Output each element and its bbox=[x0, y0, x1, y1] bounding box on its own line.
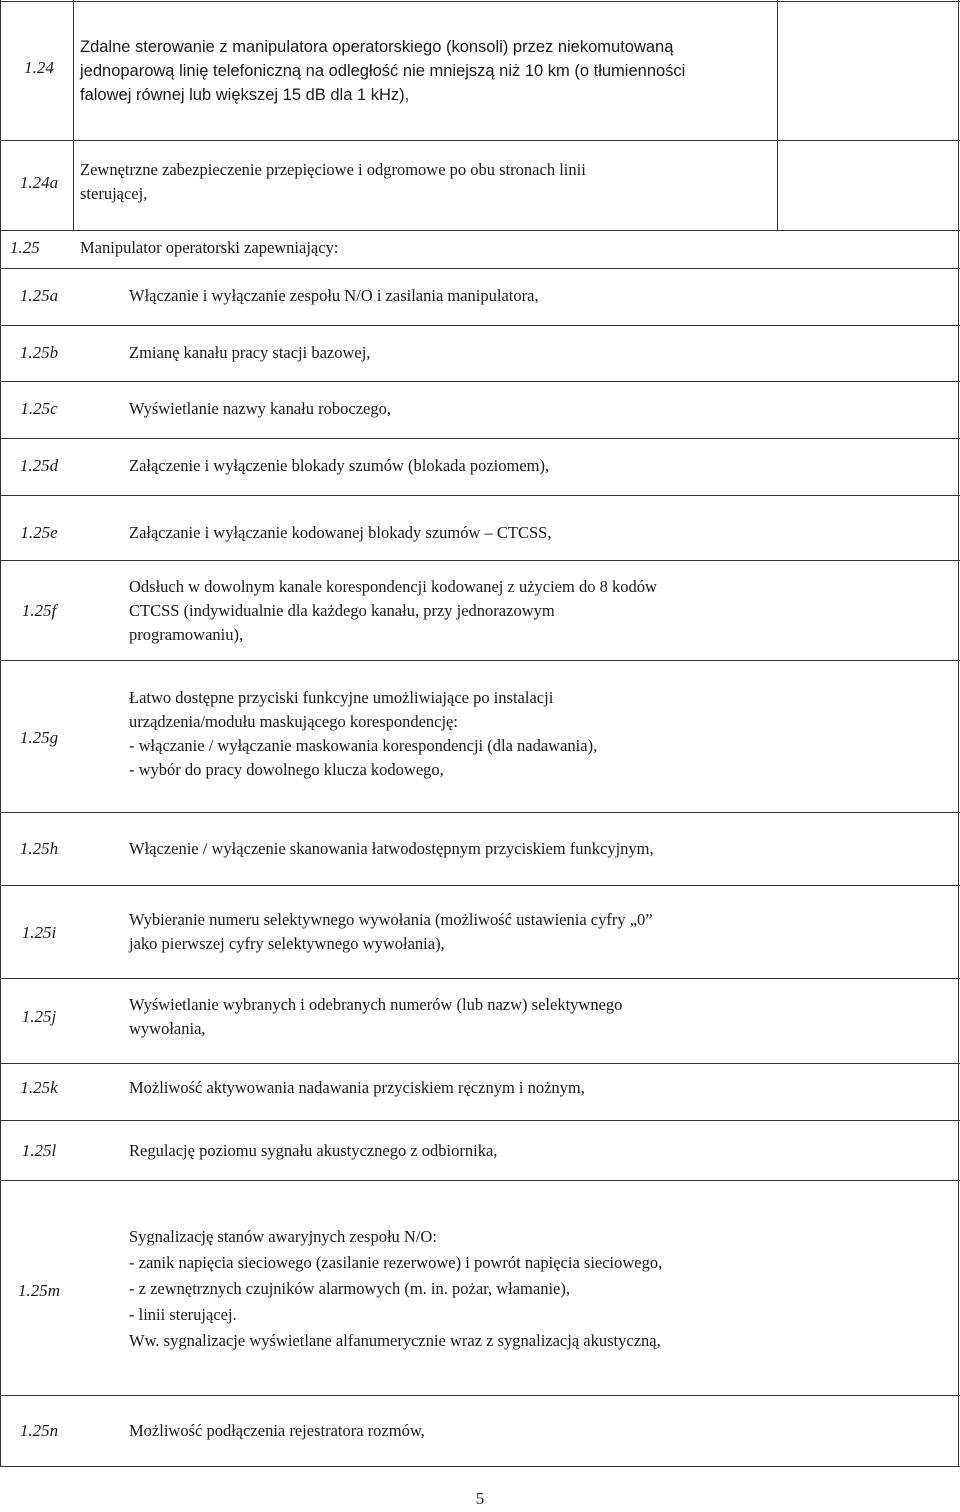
row-text: Zdalne sterowanie z manipulatora operatorskiego (konsoli) przez niekomutowaną jednoparową linię telefoniczną na odległość nie mniejszą niż 10 km (o tłumienności falowej równej lub większej 15 dB dla 1 kHz), bbox=[80, 38, 686, 104]
row-divider bbox=[0, 268, 960, 269]
row-text: Wyświetlanie wybranych i odebranych numerów (lub nazw) selektywnego wywołania, bbox=[129, 995, 623, 1038]
row-text: Manipulator operatorski zapewniający: bbox=[80, 238, 339, 257]
row-text: Możliwość aktywowania nadawania przyciskiem ręcznym i nożnym, bbox=[129, 1078, 585, 1097]
table-col-divider-right bbox=[777, 0, 778, 230]
row-number: 1.25g bbox=[19, 728, 59, 747]
row-text: Załączanie i wyłączanie kodowanej blokady szumów – CTCSS, bbox=[129, 523, 552, 542]
row-divider bbox=[0, 1180, 960, 1181]
row-divider bbox=[0, 812, 960, 813]
row-text: Wybieranie numeru selektywnego wywołania (możliwość ustawienia cyfry „0” jako pierwszej cyfry selektywnego wywołania), bbox=[129, 910, 653, 953]
row-text: Odsłuch w dowolnym kanale korespondencji kodowanej z użyciem do 8 kodów CTCSS (indywidualnie dla każdego kanału, przy jednorazowym programowaniu), bbox=[129, 577, 657, 644]
row-divider bbox=[0, 325, 960, 326]
row-number: 1.25 bbox=[10, 238, 40, 257]
row-divider bbox=[0, 1, 960, 2]
row-number: 1.24 bbox=[24, 58, 54, 77]
row-number: 1.25b bbox=[19, 343, 59, 362]
table-border-right bbox=[958, 0, 959, 1466]
row-number: 1.25a bbox=[19, 286, 59, 305]
row-number: 1.25e bbox=[20, 523, 58, 542]
row-text: Wyświetlanie nazwy kanału roboczego, bbox=[129, 399, 391, 418]
row-divider bbox=[0, 495, 960, 496]
row-divider bbox=[0, 1395, 960, 1396]
row-text: Włączenie / wyłączenie skanowania łatwodostępnym przyciskiem funkcyjnym, bbox=[129, 839, 654, 858]
row-number: 1.25l bbox=[21, 1141, 57, 1160]
row-number: 1.25m bbox=[17, 1281, 61, 1300]
table-border-left bbox=[0, 0, 1, 1466]
row-text: Regulację poziomu sygnału akustycznego z odbiornika, bbox=[129, 1141, 498, 1160]
row-number: 1.25k bbox=[20, 1078, 58, 1097]
row-text: Sygnalizację stanów awaryjnych zespołu N/O: - zanik napięcia sieciowego (zasilanie rezerwowe) i powrót napięcia sieciowego, - z zewnętrznych czujników alarmowych (m. in. pożar, włamanie), - linii sterującej. Ww. sygnalizacje wyświetlane alfanumerycznie wraz z sygnalizacją akustyczną, bbox=[129, 1227, 663, 1350]
row-divider bbox=[0, 140, 960, 141]
row-text: Załączenie i wyłączenie blokady szumów (blokada poziomem), bbox=[129, 456, 550, 475]
row-number: 1.25c bbox=[20, 399, 58, 418]
row-text: Możliwość podłączenia rejestratora rozmów, bbox=[129, 1421, 425, 1440]
row-divider bbox=[0, 1120, 960, 1121]
row-number: 1.25f bbox=[21, 601, 57, 620]
row-divider bbox=[0, 660, 960, 661]
row-divider bbox=[0, 978, 960, 979]
row-text: Włączanie i wyłączanie zespołu N/O i zasilania manipulatora, bbox=[129, 286, 539, 305]
row-divider bbox=[0, 1466, 960, 1467]
row-number: 1.25j bbox=[21, 1007, 57, 1026]
row-number: 1.24a bbox=[19, 173, 59, 192]
row-divider bbox=[0, 1063, 960, 1064]
page-number: 5 bbox=[475, 1489, 485, 1508]
row-text: Zewnętrzne zabezpieczenie przepięciowe i odgromowe po obu stronach linii sterującej, bbox=[80, 160, 586, 203]
row-divider bbox=[0, 560, 960, 561]
table-col-divider bbox=[73, 0, 74, 230]
row-divider bbox=[0, 381, 960, 382]
row-divider bbox=[0, 438, 960, 439]
row-number: 1.25i bbox=[21, 923, 57, 942]
row-number: 1.25h bbox=[19, 839, 59, 858]
row-text: Łatwo dostępne przyciski funkcyjne umożliwiające po instalacji urządzenia/modułu maskującego korespondencję: - włączanie / wyłączanie maskowania korespondencji (dla nadawania), - wybór do pracy dowolnego klucza kodowego, bbox=[129, 688, 598, 779]
row-divider bbox=[0, 885, 960, 886]
row-text: Zmianę kanału pracy stacji bazowej, bbox=[129, 343, 371, 362]
row-number: 1.25d bbox=[19, 456, 59, 475]
row-divider bbox=[0, 230, 960, 231]
row-number: 1.25n bbox=[19, 1421, 59, 1440]
